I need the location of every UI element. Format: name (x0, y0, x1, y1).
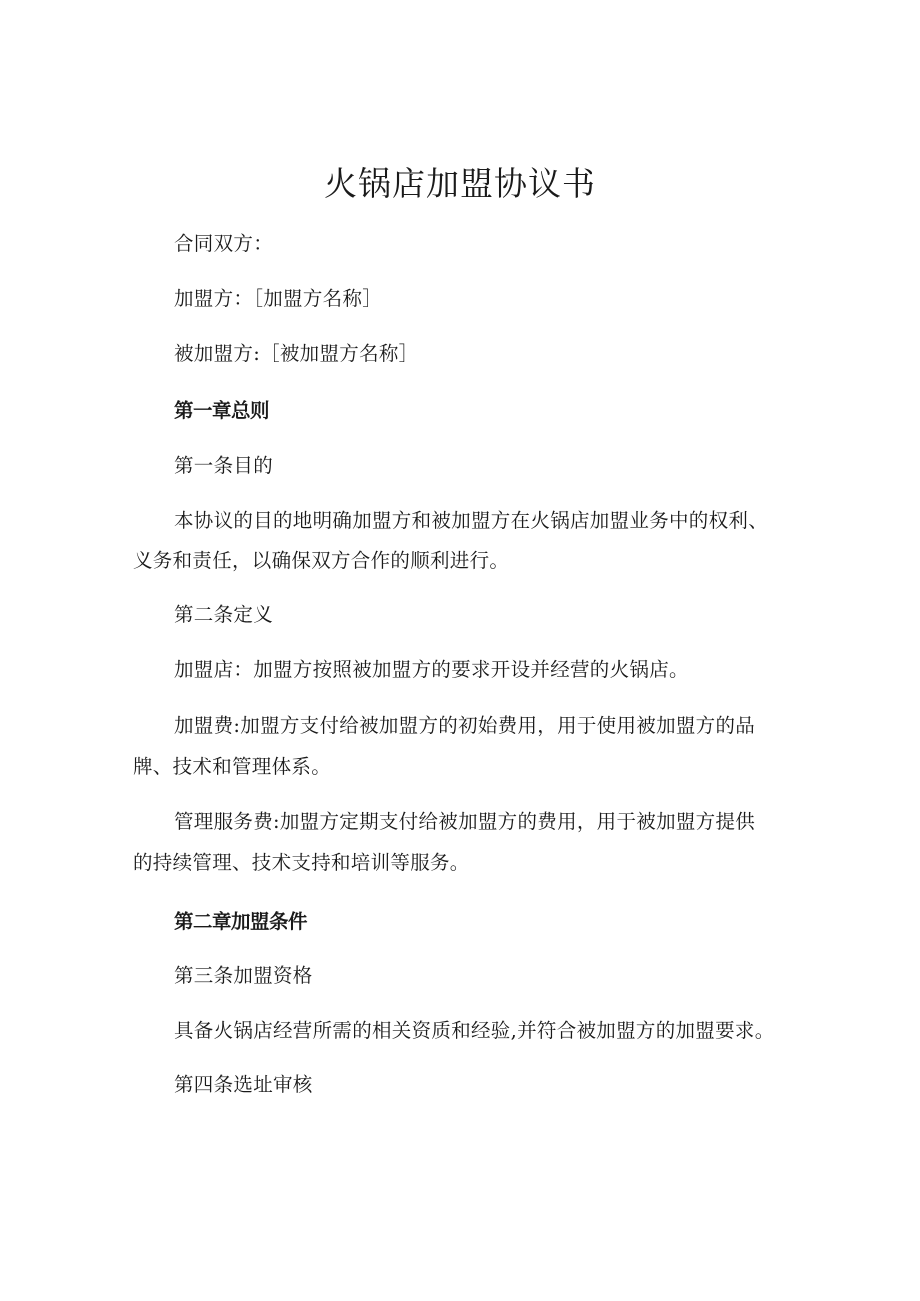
definition-service-fee-line-2: 的持续管理、技术支持和培训等服务。 (133, 851, 470, 874)
article-1-text-line-1: 本协议的目的地明确加盟方和被加盟方在火锅店加盟业务中的权利、 (174, 509, 769, 532)
article-1-text-line-2: 义务和责任，以确保双方合作的顺利进行。 (133, 549, 510, 572)
article-3-text: 具备火锅店经营所需的相关资质和经验,并符合被加盟方的加盟要求。 (174, 1019, 775, 1042)
definition-franchise-fee-line-1: 加盟费:加盟方支付给被加盟方的初始费用，用于使用被加盟方的品 (174, 714, 756, 737)
article-2-title: 第二条定义 (174, 603, 274, 626)
article-1-title: 第一条目的 (174, 454, 274, 477)
franchisee-line: 加盟方：［加盟方名称］ (174, 287, 383, 310)
chapter-2-heading: 第二章加盟条件 (174, 910, 308, 933)
document-title: 火锅店加盟协议书 (324, 164, 596, 203)
definition-franchise-store: 加盟店：加盟方按照被加盟方的要求开设并经营的火锅店。 (174, 658, 689, 681)
definition-service-fee-line-1: 管理服务费:加盟方定期支付给被加盟方的费用，用于被加盟方提供 (174, 810, 756, 833)
chapter-1-heading: 第一章总则 (174, 399, 270, 422)
parties-label: 合同双方： (174, 232, 274, 255)
article-3-title: 第三条加盟资格 (174, 964, 313, 987)
definition-franchise-fee-line-2: 牌、技术和管理体系。 (133, 755, 332, 778)
article-4-title: 第四条选址审核 (174, 1073, 313, 1096)
franchisor-line: 被加盟方:［被加盟方名称］ (174, 342, 419, 365)
